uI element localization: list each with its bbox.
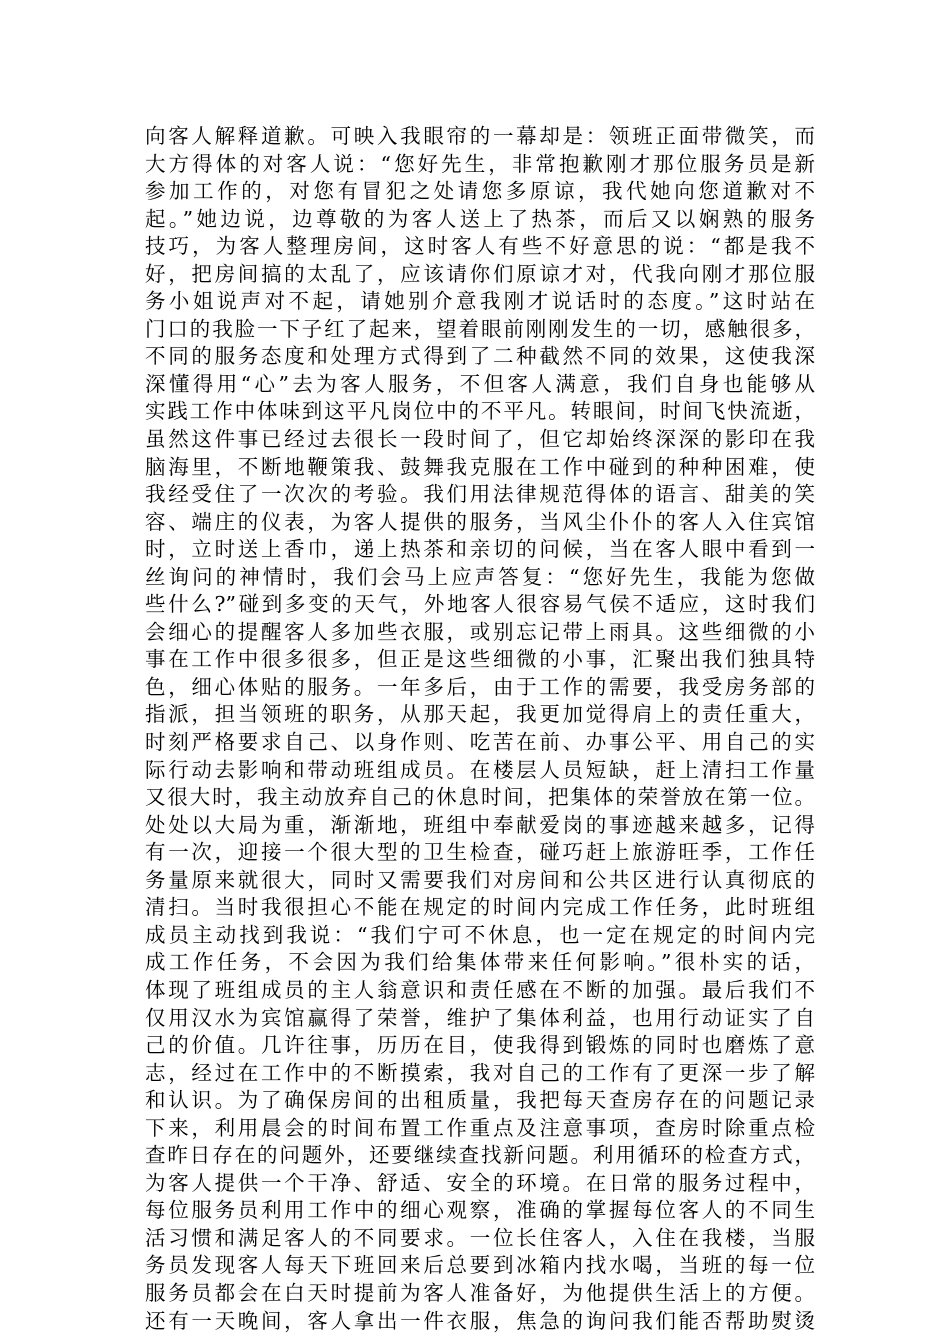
text-line: 色，细心体贴的服务。一年多后，由于工作的需要，我受房务部的 bbox=[145, 674, 815, 699]
text-line: 体现了班组成员的主人翁意识和责任感在不断的加强。最后我们不 bbox=[145, 977, 815, 1002]
text-line: 每位服务员利用工作中的细心观察，准确的掌握每位客人的不同生 bbox=[145, 1198, 815, 1223]
text-line: 清扫。当时我很担心不能在规定的时间内完成工作任务，此时班组 bbox=[145, 895, 815, 920]
text-line: 虽然这件事已经过去很长一段时间了，但它却始终深深的影印在我 bbox=[145, 427, 815, 452]
text-line: 时，立时送上香巾，递上热茶和亲切的问候，当在客人眼中看到一 bbox=[145, 537, 815, 562]
text-line: 时刻严格要求自己、以身作则、吃苦在前、办事公平、用自己的实 bbox=[145, 730, 815, 755]
text-line: 深懂得用“心”去为客人服务，不但客人满意，我们自身也能够从 bbox=[145, 371, 815, 396]
text-line: 己的价值。几许往事，历历在目，使我得到锻炼的同时也磨炼了意 bbox=[145, 1033, 815, 1058]
text-line: 际行动去影响和带动班组成员。在楼层人员短缺，赶上清扫工作量 bbox=[145, 757, 815, 782]
text-line: 务小姐说声对不起，请她别介意我刚才说话时的态度。”这时站在 bbox=[145, 289, 815, 314]
text-line: 成工作任务，不会因为我们给集体带来任何影响。”很朴实的话， bbox=[145, 950, 815, 975]
text-line: 容、端庄的仪表，为客人提供的服务，当风尘仆仆的客人入住宾馆 bbox=[145, 509, 815, 534]
text-line: 还有一天晚间，客人拿出一件衣服，焦急的询问我们能否帮助熨烫 bbox=[145, 1308, 815, 1333]
text-line: 成员主动找到我说：“我们宁可不休息，也一定在规定的时间内完 bbox=[145, 922, 815, 947]
text-line: 丝询问的神情时，我们会马上应声答复：“您好先生，我能为您做 bbox=[145, 564, 815, 589]
text-line: 下来，利用晨会的时间布置工作重点及注意事项，查房时除重点检 bbox=[145, 1115, 815, 1140]
text-line: 我经受住了一次次的考验。我们用法律规范得体的语言、甜美的笑 bbox=[145, 482, 815, 507]
text-line: 些什么?”碰到多变的天气，外地客人很容易气侯不适应，这时我们 bbox=[145, 592, 815, 617]
text-line: 有一次，迎接一个很大型的卫生检查，碰巧赶上旅游旺季，工作任 bbox=[145, 840, 815, 865]
text-line: 服务员都会在白天时提前为客人准备好，为他提供生活上的方便。 bbox=[145, 1280, 815, 1305]
text-line: 务员发现客人每天下班回来后总要到冰箱内找水喝，当班的每一位 bbox=[145, 1253, 815, 1278]
text-line: 好，把房间搞的太乱了，应该请你们原谅才对，代我向刚才那位服 bbox=[145, 261, 815, 286]
text-line: 仅用汉水为宾馆赢得了荣誉，维护了集体利益，也用行动证实了自 bbox=[145, 1005, 815, 1030]
text-line: 向客人解释道歉。可映入我眼帘的一幕却是：领班正面带微笑，而 bbox=[145, 124, 815, 148]
text-line: 事在工作中很多很多，但正是这些细微的小事，汇聚出我们独具特 bbox=[145, 647, 815, 672]
text-line: 起。”她边说，边尊敬的为客人送上了热茶，而后又以娴熟的服务 bbox=[145, 206, 815, 231]
text-line: 为客人提供一个干净、舒适、安全的环境。在日常的服务过程中， bbox=[145, 1170, 815, 1195]
text-line: 又很大时，我主动放弃自己的休息时间，把集体的荣誉放在第一位。 bbox=[145, 785, 815, 810]
text-line: 技巧，为客人整理房间，这时客人有些不好意思的说：“都是我不 bbox=[145, 234, 815, 259]
text-line: 参加工作的，对您有冒犯之处请您多原谅，我代她向您道歉对不 bbox=[145, 179, 815, 204]
text-line: 志，经过在工作中的不断摸索，我对自己的工作有了更深一步了解 bbox=[145, 1060, 815, 1085]
body-paragraph bbox=[145, 123, 815, 1335]
text-line: 脑海里，不断地鞭策我、鼓舞我克服在工作中碰到的种种困难，使 bbox=[145, 454, 815, 479]
text-line: 和认识。为了确保房间的出租质量，我把每天查房存在的问题记录 bbox=[145, 1088, 815, 1113]
text-line: 实践工作中体味到这平凡岗位中的不平凡。转眼间，时间飞快流逝， bbox=[145, 399, 815, 424]
text-line: 指派，担当领班的职务，从那天起，我更加觉得肩上的责任重大， bbox=[145, 702, 815, 727]
text-line: 活习惯和满足客人的不同要求。一位长住客人，入住在我楼，当服 bbox=[145, 1225, 815, 1250]
text-line: 查昨日存在的问题外，还要继续查找新问题。利用循环的检查方式， bbox=[145, 1143, 815, 1168]
text-line: 处处以大局为重，渐渐地，班组中奉献爱岗的事迹越来越多，记得 bbox=[145, 812, 815, 837]
text-line: 门口的我脸一下子红了起来，望着眼前刚刚发生的一切，感触很多， bbox=[145, 316, 815, 341]
text-line: 不同的服务态度和处理方式得到了二种截然不同的效果，这使我深 bbox=[145, 344, 815, 369]
text-line: 务量原来就很大，同时又需要我们对房间和公共区进行认真彻底的 bbox=[145, 867, 815, 892]
text-line: 大方得体的对客人说：“您好先生，非常抱歉刚才那位服务员是新 bbox=[145, 151, 815, 176]
text-line: 会细心的提醒客人多加些衣服，或别忘记带上雨具。这些细微的小 bbox=[145, 619, 815, 644]
